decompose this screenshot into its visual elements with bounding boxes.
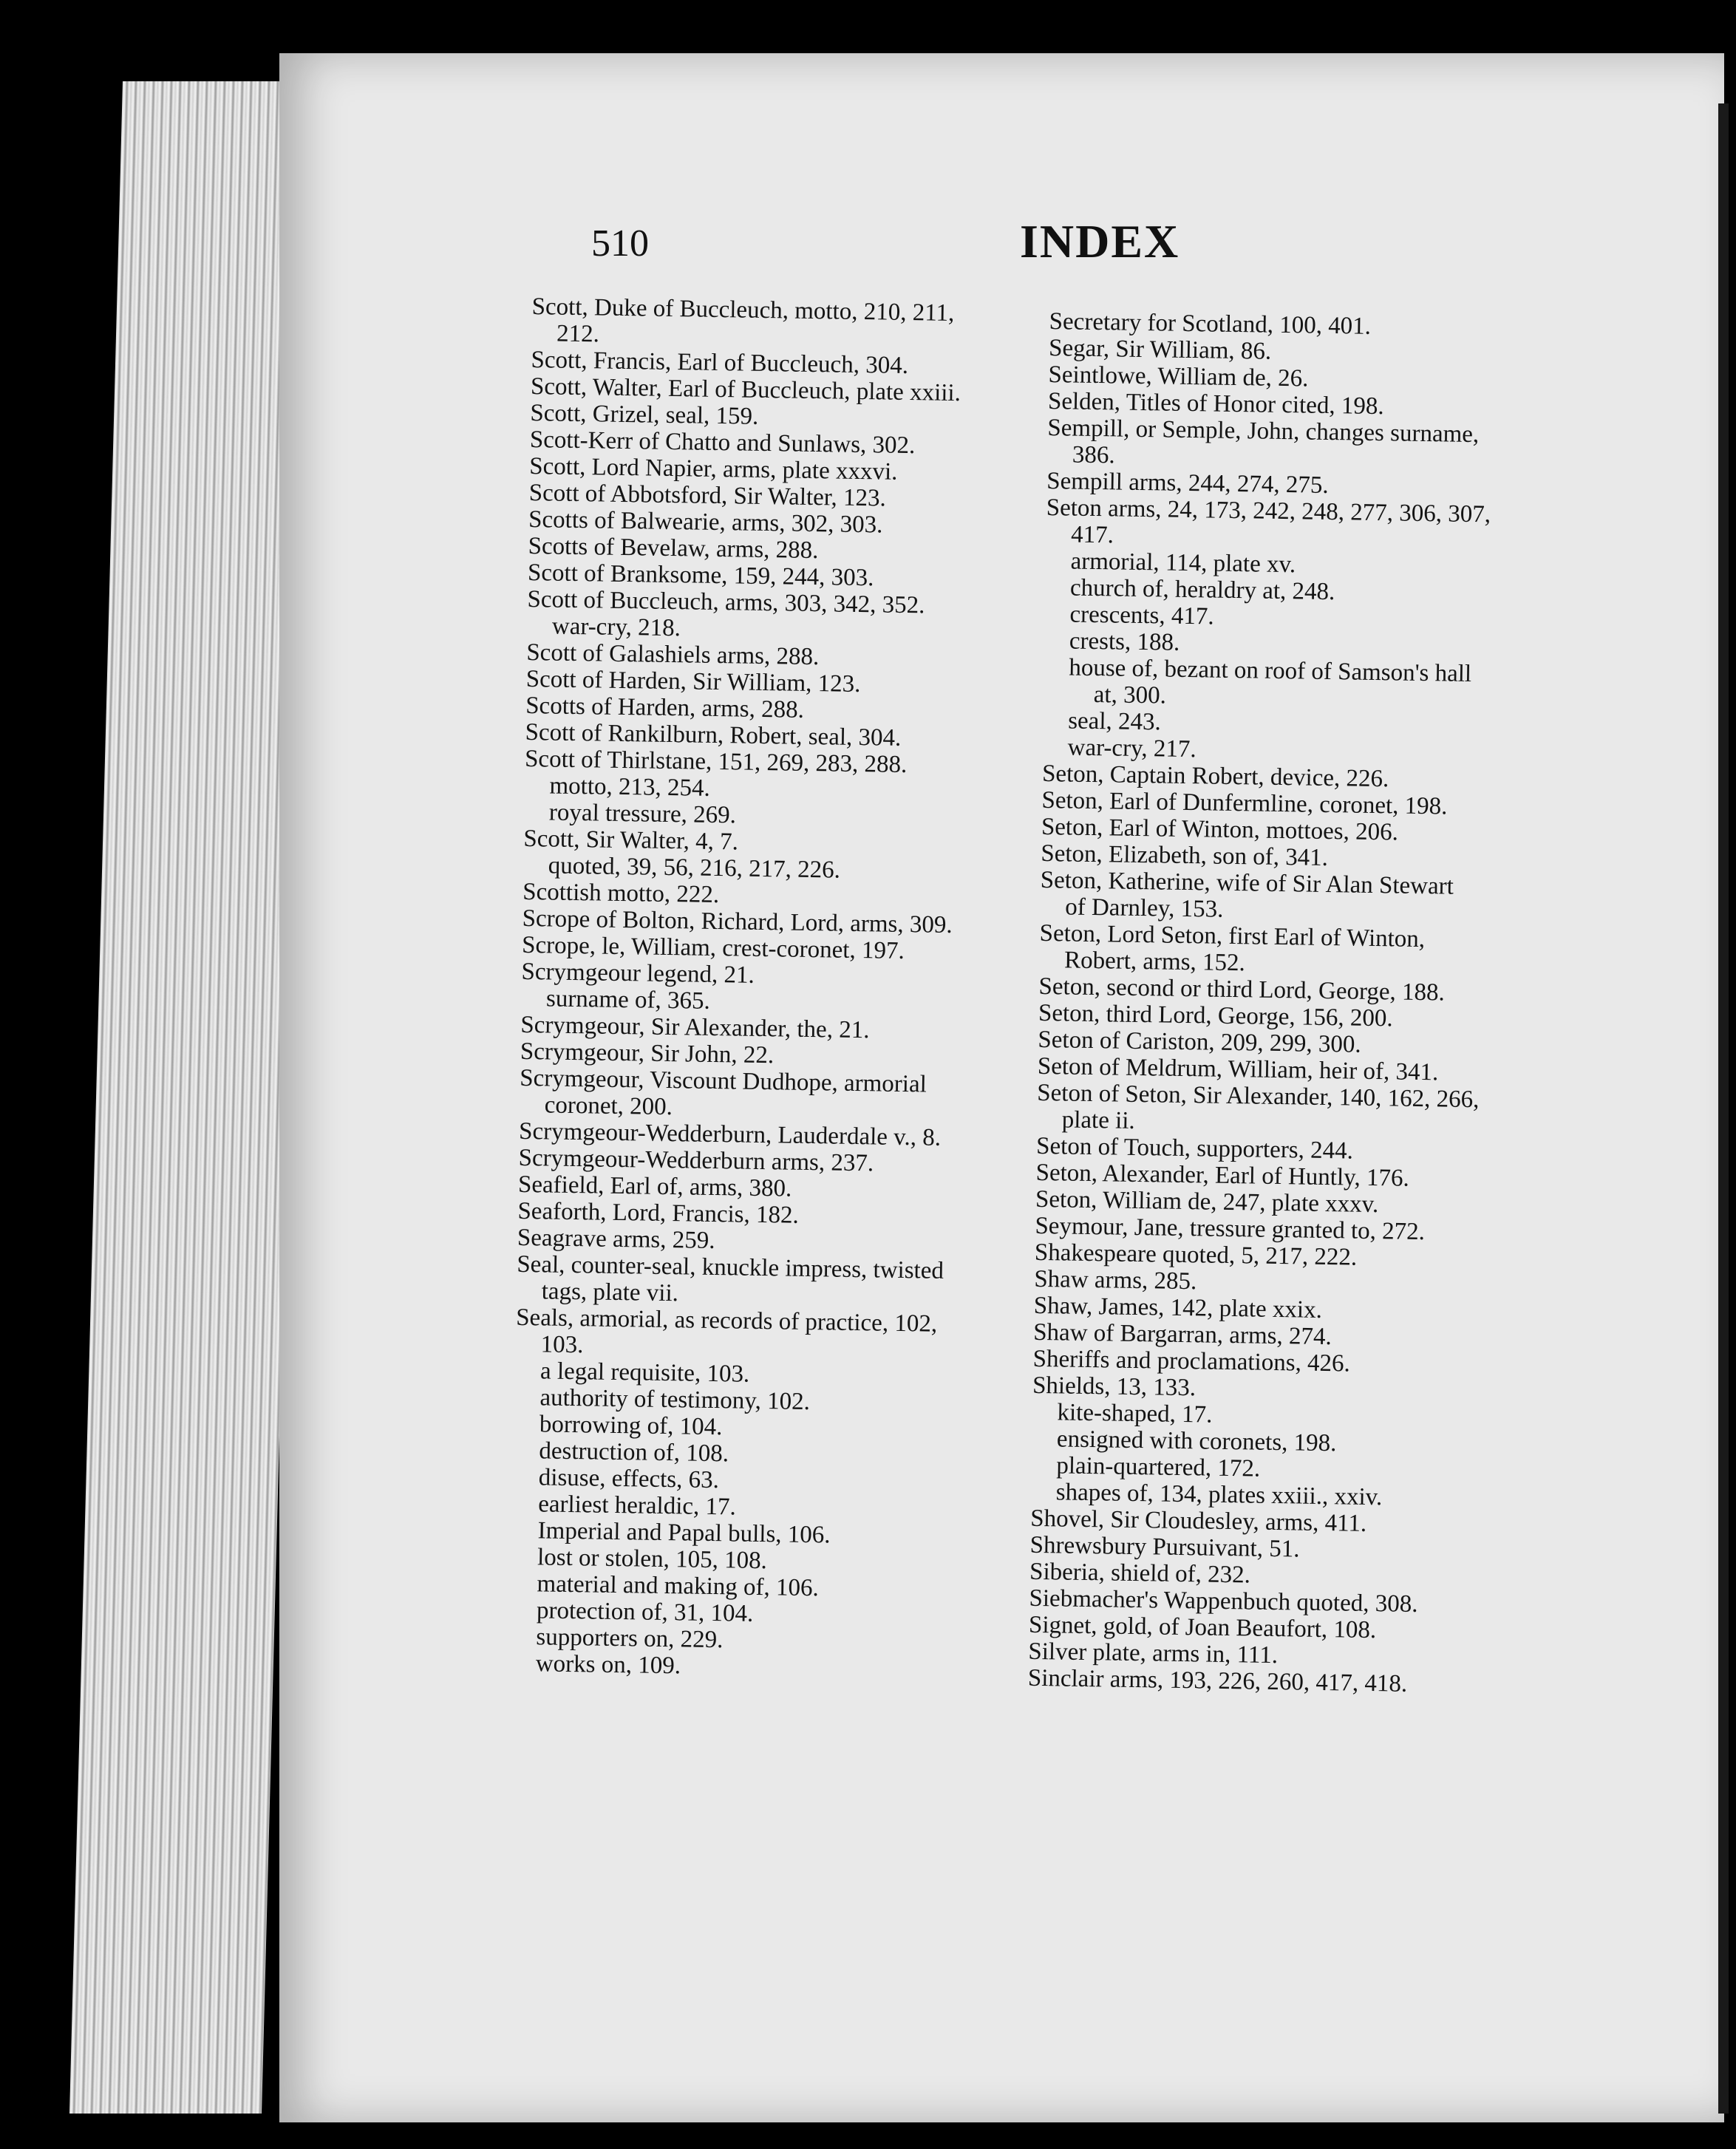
index-entry: Scott of Abbotsford, Sir Walter, 123.: [528, 479, 887, 512]
index-column-right: [1028, 308, 1611, 1700]
index-entry: Seton, third Lord, George, 156, 200.: [1038, 999, 1393, 1032]
index-entry: plain-quartered, 172.: [1056, 1452, 1261, 1482]
index-entry: Seymour, Jane, tressure granted to, 272.: [1035, 1212, 1426, 1246]
index-entry: Seton, Elizabeth, son of, 341.: [1041, 839, 1329, 872]
index-entry: war-cry, 217.: [1067, 734, 1197, 763]
index-entry: Shaw, James, 142, plate xxix.: [1033, 1292, 1323, 1324]
index-entry: tags, plate vii.: [541, 1278, 679, 1307]
index-entry: Scrymgeour, Sir John, 22.: [520, 1038, 775, 1069]
index-entry: of Darnley, 153.: [1064, 893, 1224, 923]
index-entry: war-cry, 218.: [551, 613, 681, 642]
index-column-left: [511, 293, 1094, 1686]
index-entry: authority of testimony, 102.: [539, 1384, 811, 1416]
index-entry: Shaw of Bargarran, arms, 274.: [1032, 1318, 1332, 1351]
index-entry: Seton, second or third Lord, George, 188.: [1038, 973, 1446, 1007]
index-entry: Scott, Grizel, seal, 159.: [530, 399, 759, 430]
page-header: [591, 214, 1552, 288]
index-entry: Scott of Buccleuch, arms, 303, 342, 352.: [527, 585, 925, 619]
index-entry: Scott of Galashiels arms, 288.: [526, 638, 820, 671]
index-entry: armorial, 114, plate xv.: [1070, 548, 1296, 579]
index-entry: 212.: [556, 320, 600, 348]
index-entry: Sinclair arms, 193, 226, 260, 417, 418.: [1027, 1664, 1408, 1697]
index-entry: destruction of, 108.: [539, 1437, 729, 1468]
index-entry: lost or stolen, 105, 108.: [537, 1544, 768, 1575]
index-entry: Scrymgeour legend, 21.: [521, 958, 755, 989]
index-entry: Seal, counter-seal, knuckle impress, twisted: [517, 1250, 944, 1284]
index-entry: Scrymgeour-Wedderburn, Lauderdale v., 8.: [518, 1117, 942, 1151]
index-entry: Seintlowe, William de, 26.: [1048, 361, 1309, 392]
index-entry: Seafield, Earl of, arms, 380.: [517, 1171, 792, 1202]
index-entry: Secretary for Scotland, 100, 401.: [1049, 308, 1372, 340]
index-entry: Siebmacher's Wappenbuch quoted, 308.: [1029, 1584, 1418, 1618]
index-entry: Scottish motto, 222.: [522, 878, 720, 909]
index-entry: Seton, Earl of Winton, mottoes, 206.: [1041, 813, 1399, 846]
index-entry: Imperial and Papal bulls, 106.: [537, 1517, 831, 1549]
page-right-edge: [1718, 103, 1729, 2114]
index-entry: Segar, Sir William, 86.: [1048, 334, 1272, 365]
index-entry: Scott, Francis, Earl of Buccleuch, 304.: [531, 346, 909, 380]
index-entry: surname of, 365.: [545, 985, 711, 1015]
index-entry: church of, heraldry at, 248.: [1069, 574, 1335, 606]
index-entry: Siberia, shield of, 232.: [1029, 1558, 1251, 1589]
index-entry: Seton of Seton, Sir Alexander, 140, 162, 266,: [1037, 1079, 1480, 1114]
index-entry: Seton, Katherine, wife of Sir Alan Stewart: [1040, 866, 1454, 900]
index-entry: supporters on, 229.: [536, 1624, 724, 1654]
index-entry: seal, 243.: [1067, 707, 1162, 736]
index-entry: 417.: [1070, 521, 1114, 549]
page-number: 510: [591, 222, 649, 265]
index-entry: borrowing of, 104.: [539, 1411, 723, 1441]
index-entry: Scott, Lord Napier, arms, plate xxxvi.: [529, 452, 898, 486]
index-entry: Scott of Branksome, 159, 244, 303.: [527, 559, 874, 592]
index-entry: coronet, 200.: [544, 1091, 673, 1121]
index-entry: Sempill, or Semple, John, changes surname,: [1047, 414, 1480, 449]
index-entry: Seals, armorial, as records of practice, 102,: [515, 1304, 938, 1338]
index-entry: Seton, Captain Robert, device, 226.: [1041, 760, 1389, 793]
index-entry: Silver plate, arms in, 111.: [1028, 1638, 1279, 1669]
index-entry: royal tressure, 269.: [548, 799, 737, 829]
book-page-edges: [69, 81, 315, 2114]
index-entry: Sheriffs and proclamations, 426.: [1032, 1345, 1351, 1377]
index-entry: Shaw arms, 285.: [1034, 1265, 1197, 1295]
index-entry: crests, 188.: [1069, 627, 1180, 656]
index-entry: Scott, Sir Walter, 4, 7.: [523, 825, 739, 856]
index-entry: Seton of Cariston, 209, 299, 300.: [1038, 1026, 1361, 1058]
index-entry: plate ii.: [1061, 1106, 1135, 1134]
index-entry: Sempill arms, 244, 274, 275.: [1046, 467, 1329, 499]
index-entry: at, 300.: [1093, 681, 1167, 709]
index-entry: Selden, Titles of Honor cited, 198.: [1047, 387, 1384, 420]
index-entry: Seton of Meldrum, William, heir of, 341.: [1037, 1052, 1439, 1086]
index-entry: Scotts of Bevelaw, arms, 288.: [528, 532, 819, 565]
index-entry: disuse, effects, 63.: [538, 1464, 720, 1494]
index-entry: crescents, 417.: [1069, 601, 1214, 630]
index-entry: Scrymgeour, Sir Alexander, the, 21.: [520, 1011, 870, 1044]
index-entry: Scott, Walter, Earl of Buccleuch, plate xxiii.: [530, 372, 961, 407]
index-entry: Scotts of Harden, arms, 288.: [525, 692, 805, 723]
index-entry: material and making of, 106.: [537, 1570, 820, 1602]
index-entry: Robert, arms, 152.: [1063, 947, 1246, 977]
index-entry: Seton arms, 24, 173, 242, 248, 277, 306, 307,: [1046, 494, 1491, 528]
index-entry: Shrewsbury Pursuivant, 51.: [1029, 1531, 1300, 1563]
index-entry: 386.: [1072, 441, 1115, 469]
index-entry: Seton of Touch, supporters, 244.: [1035, 1132, 1354, 1165]
index-entry: Signet, gold, of Joan Beaufort, 108.: [1028, 1611, 1377, 1644]
index-entry: Seton, Earl of Dunfermline, coronet, 198.: [1041, 786, 1448, 820]
index-entry: quoted, 39, 56, 216, 217, 226.: [548, 852, 841, 884]
index-entry: Seton, Alexander, Earl of Huntly, 176.: [1035, 1159, 1410, 1192]
index-entry: Shovel, Sir Cloudesley, arms, 411.: [1029, 1505, 1367, 1537]
index-entry: 103.: [540, 1331, 584, 1359]
index-entry: Seaforth, Lord, Francis, 182.: [517, 1197, 800, 1229]
index-entry: Scrymgeour-Wedderburn arms, 237.: [518, 1144, 874, 1177]
index-entry: works on, 109.: [535, 1650, 681, 1680]
index-entry: Scrymgeour, Viscount Dudhope, armorial: [520, 1064, 927, 1098]
index-entry: Scott of Thirlstane, 151, 269, 283, 288.: [524, 745, 908, 779]
index-entry: protection of, 31, 104.: [536, 1597, 754, 1627]
index-entry: Shields, 13, 133.: [1032, 1372, 1197, 1402]
index-entry: house of, bezant on roof of Samson's hall: [1069, 654, 1472, 688]
index-entry: earliest heraldic, 17.: [537, 1491, 737, 1521]
index-entry: kite-shaped, 17.: [1057, 1399, 1213, 1428]
index-entry: Shakespeare quoted, 5, 217, 222.: [1034, 1239, 1358, 1271]
index-entry: ensigned with coronets, 198.: [1056, 1426, 1337, 1457]
index-entry: a legal requisite, 103.: [539, 1358, 750, 1388]
index-entry: Scrope, le, William, crest-coronet, 197.: [521, 931, 905, 965]
index-entry: motto, 213, 254.: [549, 772, 711, 802]
running-title: INDEX: [1020, 215, 1180, 268]
index-entry: Scotts of Balwearie, arms, 302, 303.: [528, 505, 883, 539]
index-entry: Scrope of Bolton, Richard, Lord, arms, 309.: [522, 905, 953, 939]
index-entry: Scott-Kerr of Chatto and Sunlaws, 302.: [529, 426, 916, 460]
index-entry: shapes of, 134, plates xxiii., xxiv.: [1055, 1479, 1383, 1511]
index-entry: Seton, William de, 247, plate xxxv.: [1035, 1185, 1379, 1219]
index-entry: Scott, Duke of Buccleuch, motto, 210, 211,: [531, 293, 955, 327]
index-entry: Seton, Lord Seton, first Earl of Winton,: [1039, 919, 1426, 953]
index-entry: Seagrave arms, 259.: [517, 1224, 715, 1255]
index-entry: Scott of Harden, Sir William, 123.: [525, 665, 861, 698]
index-entry: Scott of Rankilburn, Robert, seal, 304.: [525, 718, 902, 752]
